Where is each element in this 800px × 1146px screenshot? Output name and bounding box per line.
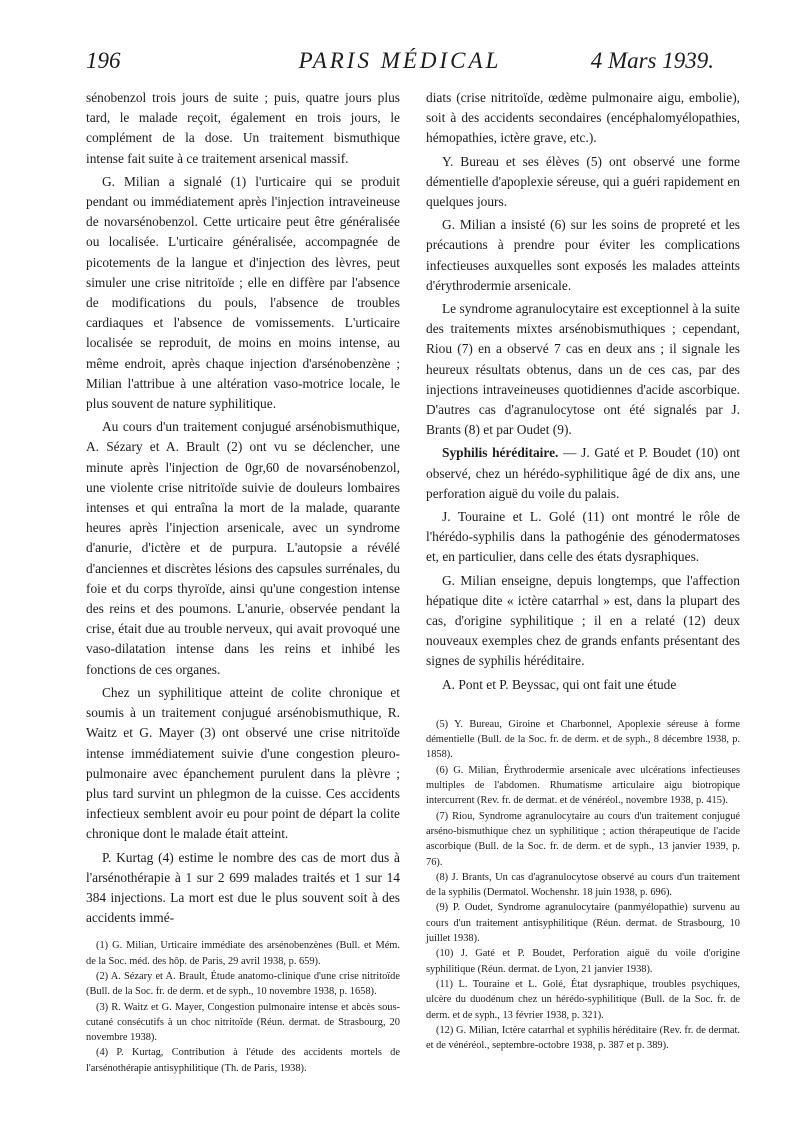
footnotes-right [426, 717, 740, 1054]
page-number: 196 [86, 48, 121, 73]
paragraph: Au cours d'un traitement conjugué arsénobismuthique, A. Sézary et A. Brault (2) ont vu se déclencher, une minute après l'injection de 0gr,60 de novarsénobenzol, une violente crise nitritoïde suivie de douleurs lombaires intenses et qui entraîna la mort de la malade, quarante heures après l'injection arsenicale, avec un syndrome d'anurie, d'ictère et de purpura. L'autopsie a révélé d'anciennes et discrètes lésions des capsules surrénales, du foie et du corps thyroïde, ainsi qu'une congestion intense des reins et des poumons. L'anurie, observée pendant la crise, était due au trouble nerveux, qui avait provoqué une vaso-dilatation intense dans les reins et inhibé les fonctions de ces organes. [86, 419, 400, 677]
paragraph: G. Milian enseigne, depuis longtemps, que l'affection hépatique dite « ictère catarrhal » est, dans la plupart des cas, d'origine syphilitique ; il en a relaté (12) deux nouveaux exemples chez de grands enfants présentant des signes de syphilis héréditaire. [426, 572, 740, 669]
paragraph: J. Touraine et L. Golé (11) ont montré le rôle de l'hérédo-syphilis dans la pathogénie des génodermatoses et, en particulier, dans celle des états dysraphiques. [426, 509, 740, 565]
page-header [86, 48, 714, 82]
paragraph-text: — J. Gaté et P. Boudet (10) ont observé, chez un hérédo-syphilitique âgé de dix ans, une perforation aiguë du voile du palais. [426, 445, 740, 501]
footnote: (10) J. Gaté et P. Boudet, Perforation aiguë du voile d'origine syphilitique (Réun. dermat. de Lyon, 21 janvier 1938). [426, 948, 740, 975]
footnote: (5) Y. Bureau, Giroine et Charbonnel, Apoplexie séreuse à forme démentielle (Bull. de la Soc. fr. de derm. et de syph., 8 décembre 1938, p. 1858). [426, 718, 740, 761]
paragraph: G. Milian a insisté (6) sur les soins de propreté et les précautions à prendre pour éviter les complications infectieuses auxquelles sont exposés les malades atteints d'érythrodermie arsenicale. [426, 217, 740, 293]
footnote: (3) R. Waitz et G. Mayer, Congestion pulmonaire intense et abcès sous-cutané consécutifs à un choc nitritoïde (Réun. dermat. de Strasbourg, 20 novembre 1938). [86, 1001, 400, 1044]
left-body [86, 88, 400, 928]
left-column [86, 88, 400, 1076]
paragraph-hereditary [426, 443, 740, 504]
issue-date: 4 Mars 1939. [590, 48, 714, 73]
footnote: (9) P. Oudet, Syndrome agranulocytaire (panmyélopathie) survenu au cours d'un traitement antisyphilitique (Réun. dermat. de Strasbourg, 10 juillet 1938). [426, 902, 740, 945]
footnote: (8) J. Brants, Un cas d'agranulocytose observé au cours d'un traitement de la syphilis (Dermatol. Wochenshr. 18 juin 1938, p. 696). [426, 871, 740, 899]
right-body [426, 88, 740, 695]
footnote: (7) Riou, Syndrome agranulocytaire au cours d'un traitement conjugué arséno-bismuthique chez un syphilitique ; action thérapeutique de l'acide ascorbique (Bull. de la Soc. fr. de derm. et de syph., 13 janvier 1939, p. 76). [426, 810, 740, 868]
footnotes-left [86, 938, 400, 1076]
footnote: (2) A. Sézary et A. Brault, Étude anatomo-clinique d'une crise nitritoïde (Bull. de la Soc. fr. de derm. et de syph., 10 novembre 1938, p. 1658). [86, 970, 400, 998]
footnote: (11) L. Touraine et L. Golé, État dysraphique, troubles psychiques, ulcère du duodénum chez un hérédo-syphilitique (Bull. de la Soc. fr. de derm. et de syph., 13 février 1938, p. 321). [426, 978, 740, 1021]
journal-title: PARIS MÉDICAL [298, 48, 502, 73]
paragraph: diats (crise nitritoïde, œdème pulmonaire aigu, embolie), soit à des accidents secondaires (encéphalomyélopathies, hémopathies, ictère grave, etc.). [426, 90, 740, 146]
paragraph: P. Kurtag (4) estime le nombre des cas de mort dus à l'arsénothérapie à 1 sur 2 699 malades traités et 1 sur 14 384 injections. La mort est due le plus souvent soit à des accidents immé- [86, 849, 400, 926]
paragraph: A. Pont et P. Beyssac, qui ont fait une étude [442, 676, 677, 692]
paragraph: sénobenzol trois jours de suite ; puis, quatre jours plus tard, le malade reçoit, également en trois jours, le complément de la dose. Un traitement bismuthique intense fait suite à ce traitement arsenical massif. [86, 90, 400, 166]
footnote: (12) G. Milian, Ictère catarrhal et syphilis héréditaire (Rev. fr. de dermat. et de vénéréol., septembre-octobre 1938, p. 387 et p. 389). [426, 1024, 740, 1052]
footnote: (4) P. Kurtag, Contribution à l'étude des accidents mortels de l'arsénothérapie antisyphilitique (Th. de Paris, 1938). [86, 1047, 400, 1074]
footnote: (6) G. Milian, Érythrodermie arsenicale avec ulcérations infectieuses multiples de l'abdomen. Rhumatisme articulaire aigu biotropique intercurrent (Rev. fr. de dermat. et de vénéréol., novembre 1938, p. 415). [426, 764, 740, 807]
paragraph: G. Milian a signalé (1) l'urticaire qui se produit pendant ou immédiatement après l'injection intraveineuse de novarsénobenzol. Cette urticaire peut être généralisée ou localisée. L'urticaire généralisée, accompagnée de picotements de la langue et d'injection des lèvres, peut simuler une crise nitritoïde ; elle en diffère par l'absence de modifications du pouls, l'absence de troubles cardiaques et l'absence de vomissements. L'urticaire localisée se reproduit, de moins en moins intense, au même endroit, après chaque injection d'arsénobenzène ; Milian l'attribue à une altération vaso-motrice locale, le plus souvent de nature syphilitique. [86, 173, 400, 412]
paragraph: Y. Bureau et ses élèves (5) ont observé une forme démentielle d'apoplexie séreuse, qui a guéri rapidement en quelques jours. [426, 153, 740, 210]
paragraph: Chez un syphilitique atteint de colite chronique et soumis à un traitement conjugué arsénobismuthique, R. Waitz et G. Mayer (3) ont observé une crise nitritoïde intense immédiatement suivie d'une congestion pleuro-pulmonaire avec épanchement purulent dans la plèvre ; plus tard survint un phlegmon de la cuisse. Ces accidents infectieux semblent avoir eu pour point de départ la colite chronique dont le malade était atteint. [86, 684, 400, 842]
footnote: (1) G. Milian, Urticaire immédiate des arsénobenzènes (Bull. et Mém. de la Soc. méd. des hôp. de Paris, 29 avril 1938, p. 659). [86, 940, 400, 967]
section-heading: Syphilis héréditaire. [442, 445, 559, 461]
right-column [426, 88, 740, 1053]
paragraph: Le syndrome agranulocytaire est exceptionnel à la suite des traitements mixtes arsénobismuthiques ; cependant, Riou (7) en a observé 7 cas en deux ans ; il signale les heureux résultats obtenus, dans un de ces cas, par des injections intraveineuses quotidiennes d'acide ascorbique. D'autres cas d'agranulocytose ont été signalés par J. Brants (8) et par Oudet (9). [426, 301, 740, 438]
